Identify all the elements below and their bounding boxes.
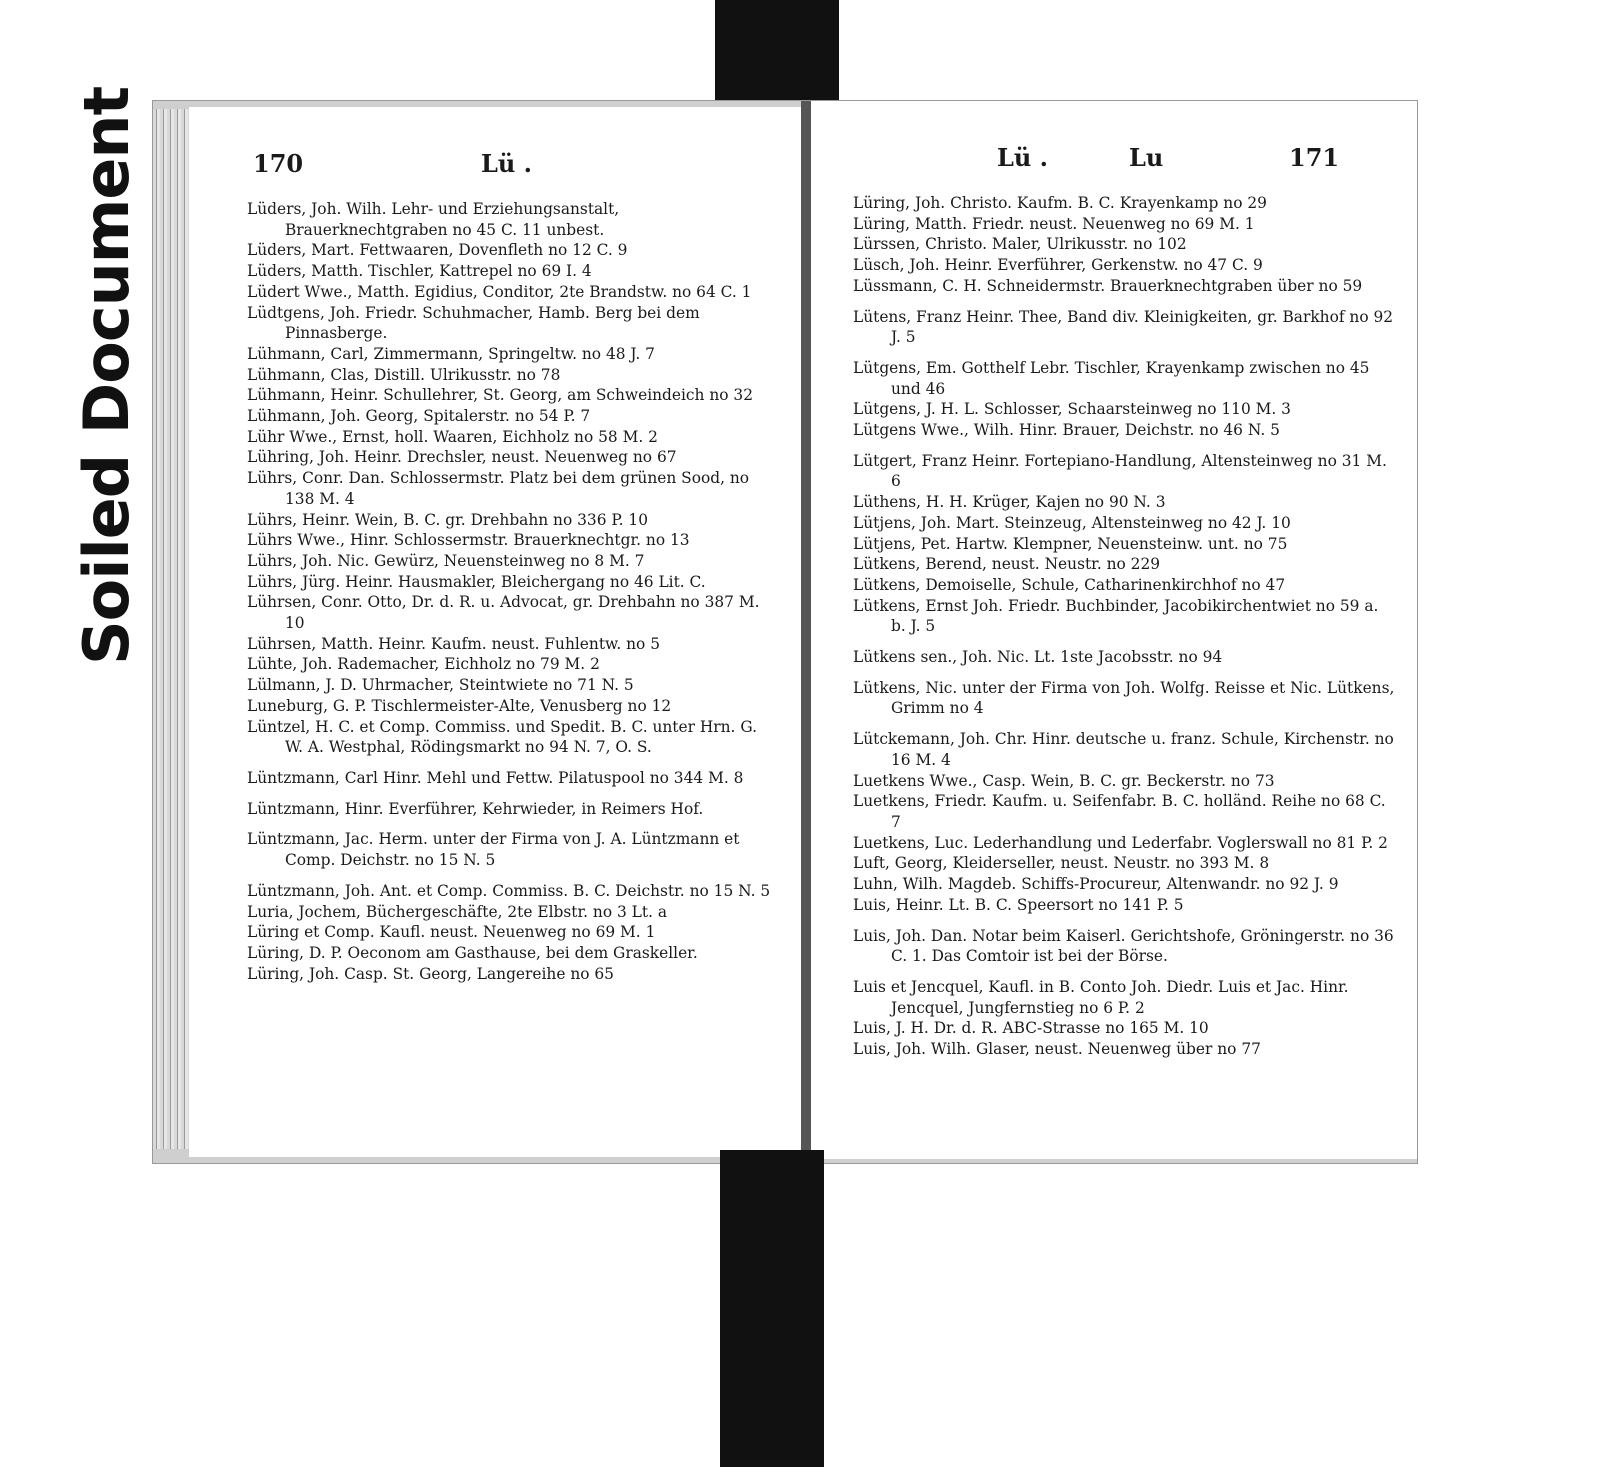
directory-entry: Lühr Wwe., Ernst, holl. Waaren, Eichholz no 58 M. 2 (247, 427, 658, 446)
directory-entry: Lühmann, Heinr. Schullehrer, St. Georg, am Schweindeich no 32 (247, 386, 753, 405)
directory-entry: Luetkens, Friedr. Kaufm. u. Seifenfabr. B. C. holländ. Reihe no 68 C. 7 (853, 792, 1386, 831)
directory-entry: Lüders, Matth. Tischler, Kattrepel no 69 I. 4 (247, 262, 592, 281)
directory-entry: Lühring, Joh. Heinr. Drechsler, neust. Neuenweg no 67 (247, 448, 677, 467)
directory-entry: Lührs, Joh. Nic. Gewürz, Neuensteinweg no 8 M. 7 (247, 551, 645, 570)
directory-entry: Luis, Joh. Wilh. Glaser, neust. Neuenweg über no 77 (853, 1040, 1261, 1059)
directory-entry: Lüthens, H. H. Krüger, Kajen no 90 N. 3 (853, 493, 1166, 512)
left-page-number: 170 (253, 149, 304, 178)
directory-entry: Luis, J. H. Dr. d. R. ABC-Strasse no 165 M. 10 (853, 1019, 1209, 1038)
directory-entry: Luis et Jencquel, Kaufl. in B. Conto Joh. Diedr. Luis et Jac. Hinr. Jencquel, Jungfernstieg no 6 P. 2 (853, 977, 1349, 1017)
directory-entry: Luetkens, Luc. Lederhandlung und Lederfabr. Voglerswall no 81 P. 2 (853, 833, 1388, 852)
directory-entry: Lütgens Wwe., Wilh. Hinr. Brauer, Deichstr. no 46 N. 5 (853, 421, 1280, 440)
directory-entry: Lüsch, Joh. Heinr. Everführer, Gerkenstw. no 47 C. 9 (853, 256, 1263, 275)
directory-entry: Lütckemann, Joh. Chr. Hinr. deutsche u. franz. Schule, Kirchenstr. no 16 M. 4 (853, 730, 1394, 769)
directory-entry: Lüntzmann, Joh. Ant. et Comp. Commiss. B. C. Deichstr. no 15 N. 5 (247, 881, 771, 900)
directory-entry: Lüders, Joh. Wilh. Lehr- und Erziehungsanstalt, Brauerknechtgraben no 45 C. 11 unbest. (247, 200, 620, 239)
directory-entry: Lührs Wwe., Hinr. Schlossermstr. Brauerknechtgr. no 13 (247, 531, 690, 550)
directory-entry: Lütkens, Nic. unter der Firma von Joh. Wolfg. Reisse et Nic. Lütkens, Grimm no 4 (853, 678, 1395, 718)
directory-entry: Lüders, Mart. Fettwaaren, Dovenfleth no 12 C. 9 (247, 241, 628, 260)
directory-entry: Lülmann, J. D. Uhrmacher, Steintwiete no 71 N. 5 (247, 676, 634, 695)
left-page (189, 107, 801, 1157)
directory-entry: Lührs, Jürg. Heinr. Hausmakler, Bleichergang no 46 Lit. C. (247, 572, 706, 591)
directory-entry: Luhn, Wilh. Magdeb. Schiffs-Procureur, Altenwandr. no 92 J. 9 (853, 875, 1339, 894)
directory-entry: Luria, Jochem, Büchergeschäfte, 2te Elbstr. no 3 Lt. a (247, 902, 668, 921)
open-book (152, 100, 1418, 1164)
directory-entry: Lütjens, Pet. Hartw. Klempner, Neuensteinw. unt. no 75 (853, 534, 1288, 553)
page-edges (153, 109, 189, 1149)
book-gutter (801, 101, 811, 1163)
directory-entry: Lüring, Joh. Casp. St. Georg, Langereihe no 65 (247, 964, 614, 983)
directory-entry: Lütgens, J. H. L. Schlosser, Schaarsteinweg no 110 M. 3 (853, 400, 1291, 419)
directory-entry: Luft, Georg, Kleiderseller, neust. Neustr. no 393 M. 8 (853, 854, 1270, 873)
directory-entry: Luis, Heinr. Lt. B. C. Speersort no 141 P. 5 (853, 895, 1184, 914)
directory-entry: Lührsen, Matth. Heinr. Kaufm. neust. Fuhlentw. no 5 (247, 634, 661, 653)
directory-entry: Lüring, Matth. Friedr. neust. Neuenweg no 69 M. 1 (853, 214, 1255, 233)
directory-entry: Lührs, Conr. Dan. Schlossermstr. Platz bei dem grünen Sood, no 138 M. 4 (247, 469, 750, 508)
right-page-number: 171 (1289, 143, 1340, 172)
directory-entry: Lüssmann, C. H. Schneidermstr. Brauerknechtgraben über no 59 (853, 276, 1363, 295)
right-running-head (811, 143, 1417, 173)
directory-entry: Lüring, Joh. Christo. Kaufm. B. C. Krayenkamp no 29 (853, 194, 1267, 212)
directory-entry: Lührsen, Conr. Otto, Dr. d. R. u. Advocat, gr. Drehbahn no 387 M. 10 (247, 593, 760, 633)
left-head-letters: Lü . (481, 149, 533, 178)
directory-entry: Lüdert Wwe., Matth. Egidius, Conditor, 2te Brandstw. no 64 C. 1 (247, 282, 752, 301)
directory-entry: Lüntzmann, Carl Hinr. Mehl und Fettw. Pilatuspool no 344 M. 8 (247, 768, 744, 787)
directory-entry: Lütkens, Demoiselle, Schule, Catharinenkirchhof no 47 (853, 575, 1286, 594)
directory-entry: Lührs, Heinr. Wein, B. C. gr. Drehbahn no 336 P. 10 (247, 510, 649, 529)
directory-entry: Lüntzmann, Hinr. Everführer, Kehrwieder, in Reimers Hof. (247, 799, 704, 818)
directory-entry: Lüntzel, H. C. et Comp. Commiss. und Spedit. B. C. unter Hrn. G. W. A. Westphal, Rödingsmarkt no 94 N. 7, O. S. (247, 717, 757, 757)
right-head-letters-2: Lu (1129, 143, 1164, 172)
directory-entry: Lüring, D. P. Oeconom am Gasthause, bei dem Graskeller. (247, 943, 698, 962)
left-running-head (189, 149, 801, 179)
directory-entry: Luetkens Wwe., Casp. Wein, B. C. gr. Beckerstr. no 73 (853, 771, 1275, 790)
directory-entry: Lühmann, Joh. Georg, Spitalerstr. no 54 P. 7 (247, 407, 591, 426)
directory-entry: Lürssen, Christo. Maler, Ulrikusstr. no 102 (853, 235, 1187, 254)
directory-entry: Lühmann, Clas, Distill. Ulrikusstr. no 78 (247, 365, 561, 384)
directory-entry: Lühmann, Carl, Zimmermann, Springeltw. no 48 J. 7 (247, 344, 655, 363)
left-entries-list (247, 199, 777, 984)
directory-entry: Lütkens, Ernst Joh. Friedr. Buchbinder, Jacobikirchentwiet no 59 a. b. J. 5 (853, 596, 1379, 636)
directory-entry: Lütkens, Berend, neust. Neustr. no 229 (853, 555, 1161, 574)
directory-entry: Lüntzmann, Jac. Herm. unter der Firma von J. A. Lüntzmann et Comp. Deichstr. no 15 N. 5 (247, 830, 740, 870)
directory-entry: Lütgens, Em. Gotthelf Lebr. Tischler, Krayenkamp zwischen no 45 und 46 (853, 358, 1370, 398)
soiled-document-label: Soiled Document (70, 86, 143, 665)
right-entries-list (853, 193, 1395, 1060)
right-head-letters: Lü . (997, 143, 1049, 172)
directory-entry: Lütens, Franz Heinr. Thee, Band div. Kleinigkeiten, gr. Barkhof no 92 J. 5 (853, 307, 1394, 347)
right-page (811, 101, 1417, 1159)
directory-entry: Luis, Joh. Dan. Notar beim Kaiserl. Gerichtshofe, Gröningerstr. no 36 C. 1. Das Comtoir ist bei der Börse. (853, 926, 1394, 966)
directory-entry: Luneburg, G. P. Tischlermeister-Alte, Venusberg no 12 (247, 696, 672, 715)
directory-entry: Lütgert, Franz Heinr. Fortepiano-Handlung, Altensteinweg no 31 M. 6 (853, 451, 1387, 491)
binding-tape-bottom (720, 1150, 824, 1467)
directory-entry: Lütkens sen., Joh. Nic. Lt. 1ste Jacobsstr. no 94 (853, 648, 1223, 667)
directory-entry: Lühte, Joh. Rademacher, Eichholz no 79 M. 2 (247, 655, 600, 674)
directory-entry: Lütjens, Joh. Mart. Steinzeug, Altensteinweg no 42 J. 10 (853, 513, 1291, 532)
directory-entry: Lüring et Comp. Kaufl. neust. Neuenweg no 69 M. 1 (247, 923, 656, 942)
directory-entry: Lüdtgens, Joh. Friedr. Schuhmacher, Hamb. Berg bei dem Pinnasberge. (247, 303, 700, 343)
